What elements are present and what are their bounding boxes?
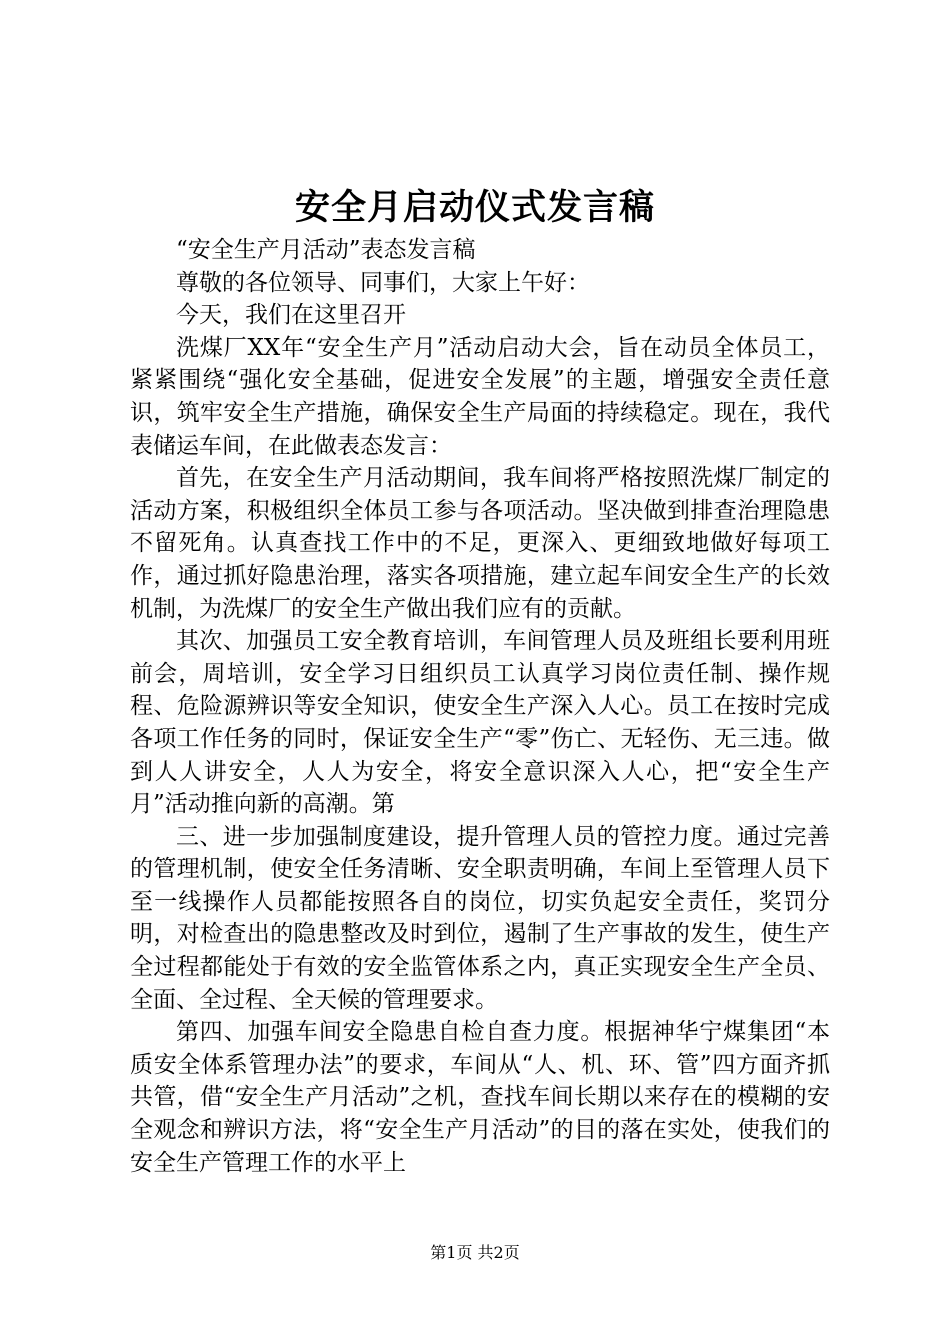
paragraph-intro: 洗煤厂XX年“安全生产月”活动启动大会，旨在动员全体员工，紧紧围绕“强化安全基础，促进安全发展”的主题，增强安全责任意识，筑牢安全生产措施，确保安全生产局面的持续稳定。现在，我代表储运车间，在此做表态发言： [130,334,830,459]
paragraph-third: 三、进一步加强制度建设，提升管理人员的管控力度。通过完善的管理机制，使安全任务清晰、安全职责明确，车间上至管理人员下至一线操作人员都能按照各自的岗位，切实负起安全责任，奖罚分明，对检查出的隐患整改及时到位，遏制了生产事故的发生，使生产全过程都能处于有效的安全监管体系之内，真正实现安全生产全员、全面、全过程、全天候的管理要求。 [130,823,830,1013]
document-body [130,234,830,1179]
paragraph-second: 其次、加强员工安全教育培训，车间管理人员及班组长要利用班前会，周培训，安全学习日组织员工认真学习岗位责任制、操作规程、危险源辨识等安全知识，使安全生产深入人心。员工在按时完成各项工作任务的同时，保证安全生产“零”伤亡、无轻伤、无三违。做到人人讲安全，人人为安全，将安全意识深入人心，把“安全生产月”活动推向新的高潮。第 [130,628,830,818]
document-title: 安全月启动仪式发言稿 [294,188,655,228]
paragraph-fourth: 第四、加强车间安全隐患自检自查力度。根据神华宁煤集团“本质安全体系管理办法”的要求，车间从“人、机、环、管”四方面齐抓共管，借“安全生产月活动”之机，查找车间长期以来存在的模糊的安全观念和辨识方法，将“安全生产月活动”的目的落在实处，使我们的安全生产管理工作的水平上 [130,1019,830,1176]
paragraph-salutation: 尊敬的各位领导、同事们，大家上午好： [176,269,590,296]
paragraph-first: 首先，在安全生产月活动期间，我车间将严格按照洗煤厂制定的活动方案，积极组织全体员工参与各项活动。坚决做到排查治理隐患不留死角。认真查找工作中的不足，更深入、更细致地做好每项工作，通过抓好隐患治理，落实各项措施，建立起车间安全生产的长效机制，为洗煤厂的安全生产做出我们应有的贡献。 [130,465,830,622]
paragraph-subtitle: “安全生产月活动”表态发言稿 [176,237,476,263]
paragraph-opening: 今天，我们在这里召开 [176,302,406,329]
page-number: 第1页 共2页 [430,1243,520,1262]
